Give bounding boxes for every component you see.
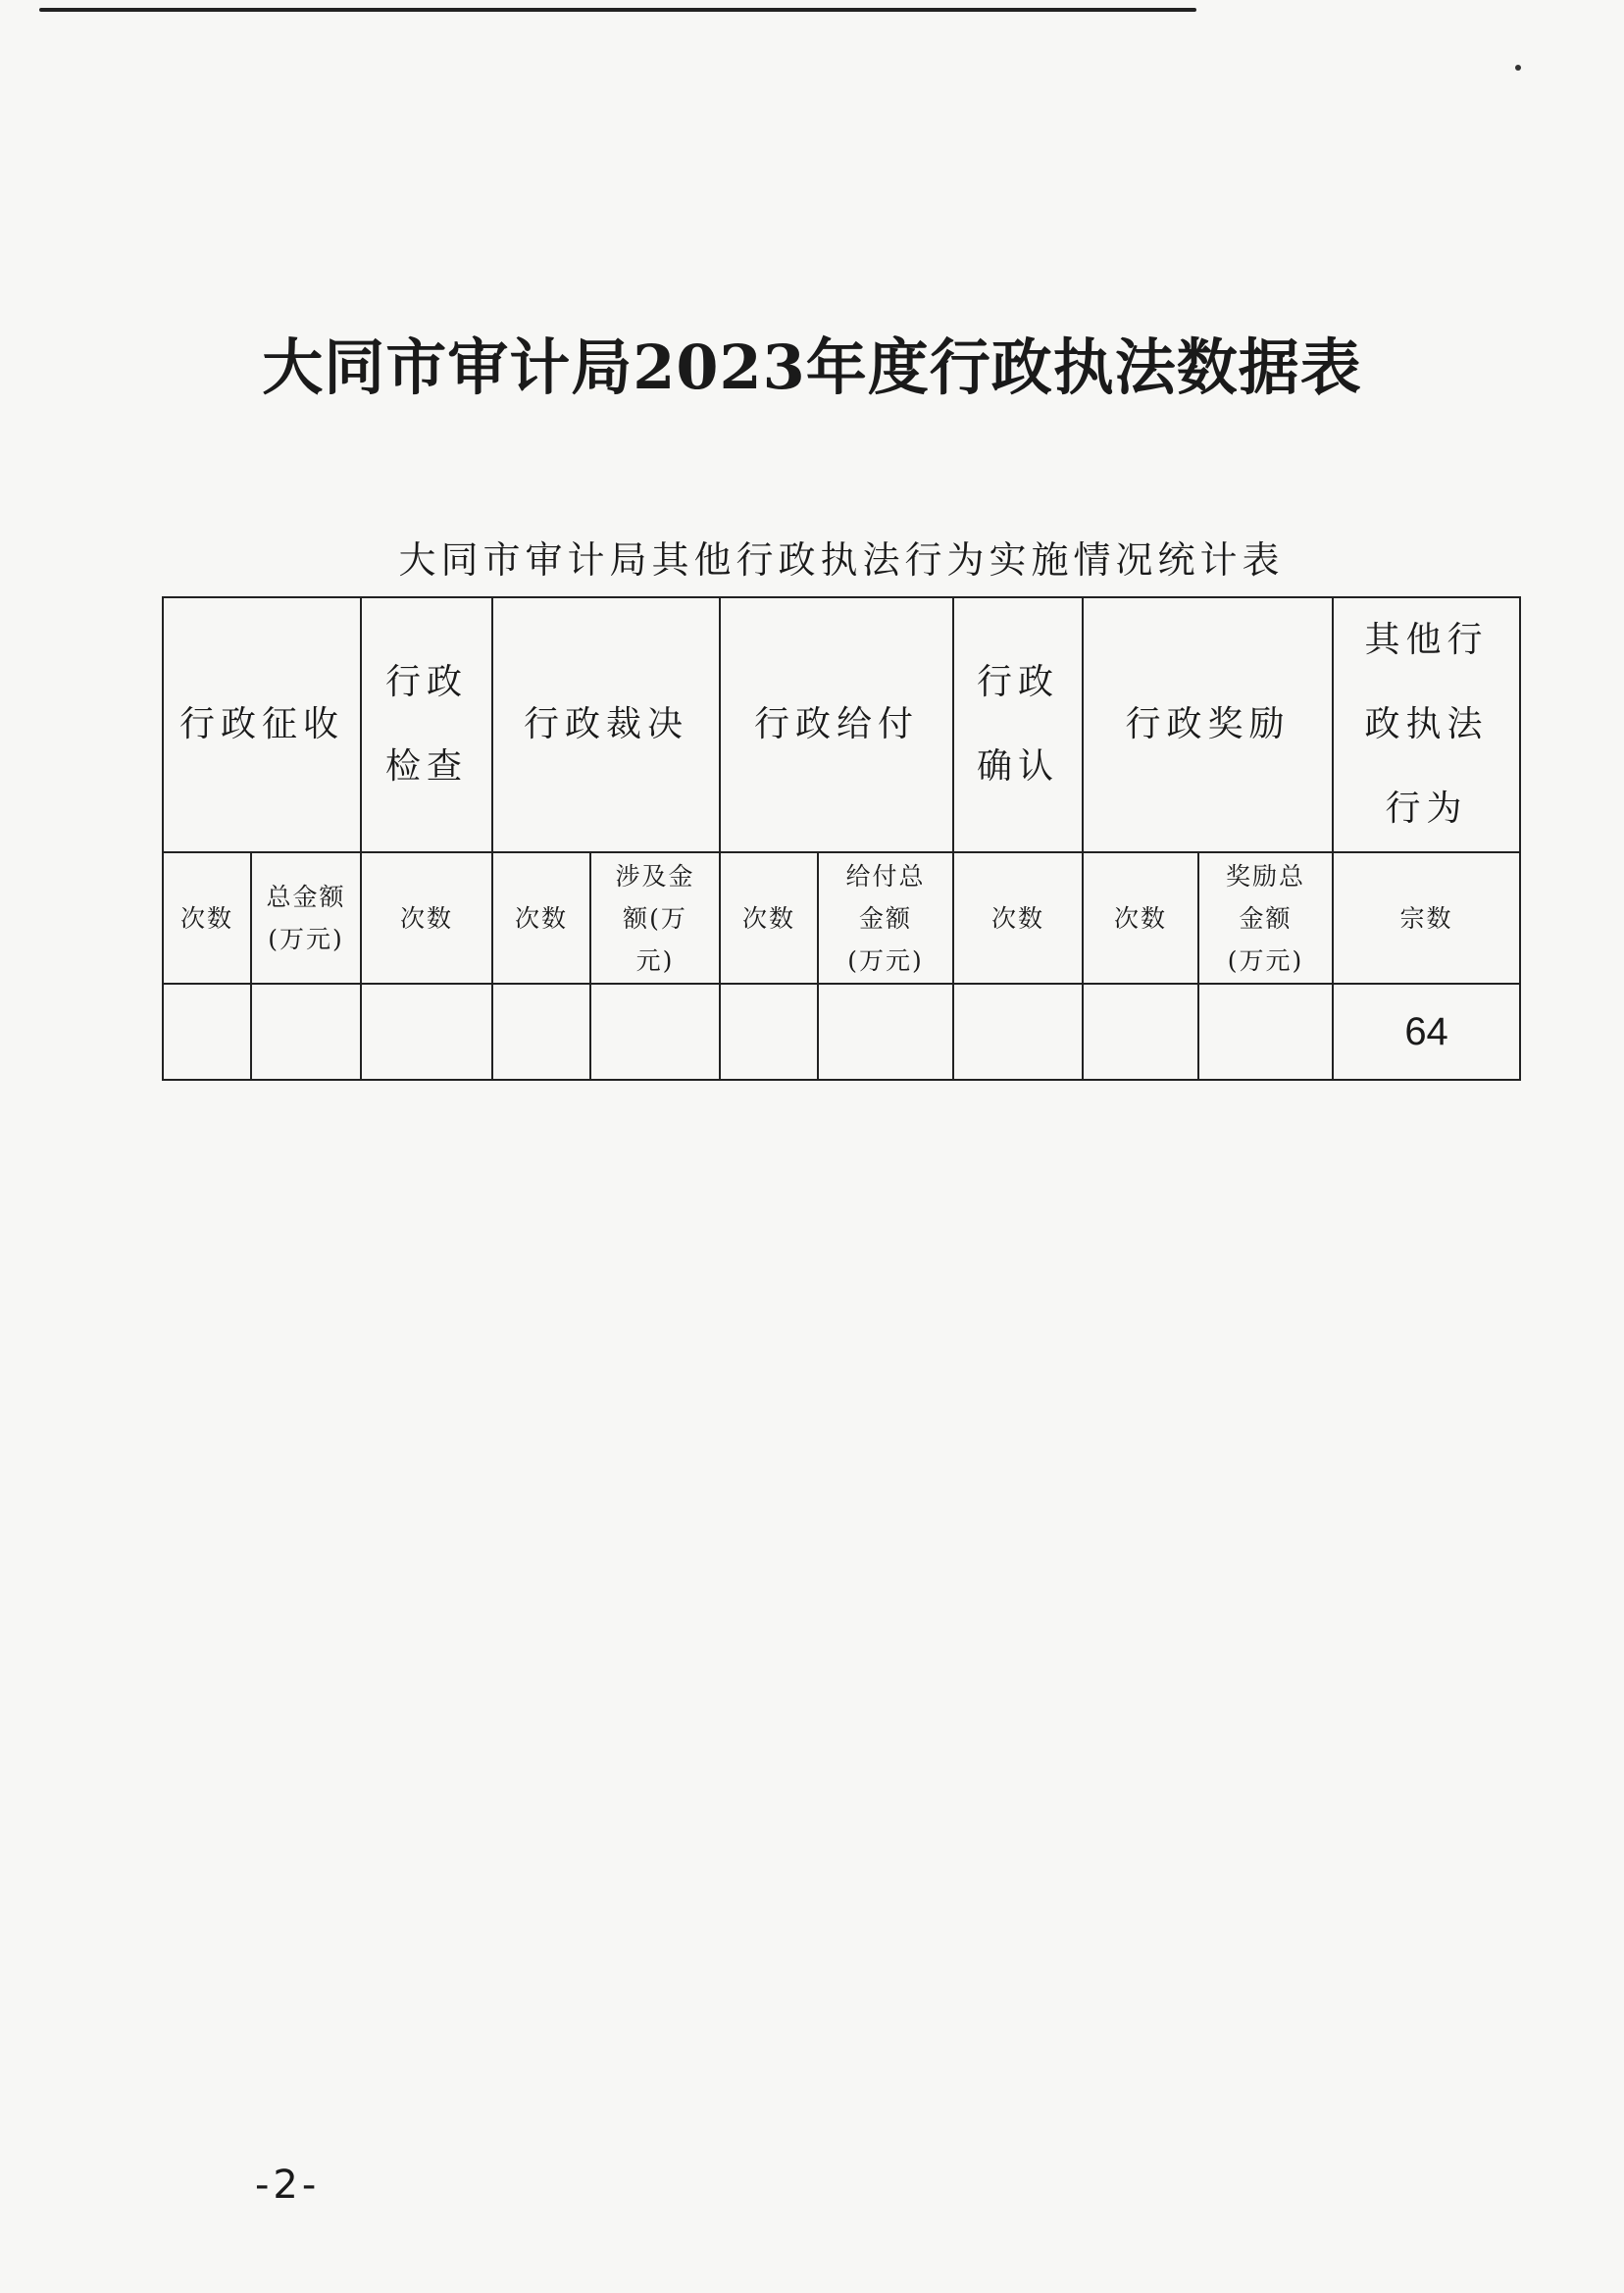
- header-payment-label: 行政给付: [754, 704, 920, 744]
- cell-levy-count: [163, 984, 251, 1080]
- scan-speck: [1515, 65, 1521, 71]
- table-header-row-subheaders: [163, 852, 1520, 984]
- header-levy-label: 行政征收: [179, 704, 345, 744]
- subheader-ruling-count: 次数: [492, 852, 590, 984]
- subheader-ruling-amount: [590, 852, 720, 984]
- header-other-label: 其他行政执法行为: [1364, 620, 1489, 829]
- header-ruling-label: 行政裁决: [524, 704, 689, 744]
- cell-reward-amount: [1198, 984, 1333, 1080]
- cell-confirmation-count: [953, 984, 1083, 1080]
- cell-other-cases: 64: [1333, 984, 1520, 1080]
- subheader-levy-count: 次数: [163, 852, 251, 984]
- subheader-reward-amount: [1198, 852, 1333, 984]
- subheader-payment-count: 次数: [720, 852, 818, 984]
- cell-payment-amount: [818, 984, 953, 1080]
- header-inspection: [361, 597, 492, 852]
- subheader-other-cases: 宗数: [1333, 852, 1520, 984]
- table-row: [163, 984, 1520, 1080]
- cell-ruling-count: [492, 984, 590, 1080]
- cell-ruling-amount: [590, 984, 720, 1080]
- enforcement-statistics-table: [162, 596, 1521, 1081]
- cell-reward-count: [1083, 984, 1198, 1080]
- subheader-levy-amount: [251, 852, 361, 984]
- subheader-confirmation-count: 次数: [953, 852, 1083, 984]
- subheader-reward-amount-label: 奖励总金额(万元): [1226, 861, 1306, 975]
- header-other: [1333, 597, 1520, 852]
- header-reward-label: 行政奖励: [1125, 704, 1291, 744]
- subheader-payment-amount-label: 给付总金额(万元): [845, 861, 926, 975]
- header-confirmation: [953, 597, 1083, 852]
- subheader-inspection-count: 次数: [361, 852, 492, 984]
- cell-inspection-count: [361, 984, 492, 1080]
- subheader-payment-amount: [818, 852, 953, 984]
- subheader-reward-count: 次数: [1083, 852, 1198, 984]
- header-levy: [163, 597, 361, 852]
- cell-payment-count: [720, 984, 818, 1080]
- header-confirmation-label: 行政确认: [977, 662, 1060, 787]
- table-header-row-groups: [163, 597, 1520, 852]
- scan-edge-mark: [39, 8, 1196, 12]
- page-number: -2-: [255, 2163, 321, 2208]
- header-reward: [1083, 597, 1333, 852]
- subheader-ruling-amount-label: 涉及金额(万元): [615, 861, 695, 975]
- header-payment: [720, 597, 953, 852]
- document-title: 大同市审计局2023年度行政执法数据表: [262, 331, 1362, 403]
- header-ruling: [492, 597, 720, 852]
- header-inspection-label: 行政检查: [385, 662, 469, 787]
- cell-levy-amount: [251, 984, 361, 1080]
- table-caption: 大同市审计局其他行政执法行为实施情况统计表: [398, 538, 1285, 582]
- subheader-levy-amount-label: 总金额(万元): [266, 883, 346, 953]
